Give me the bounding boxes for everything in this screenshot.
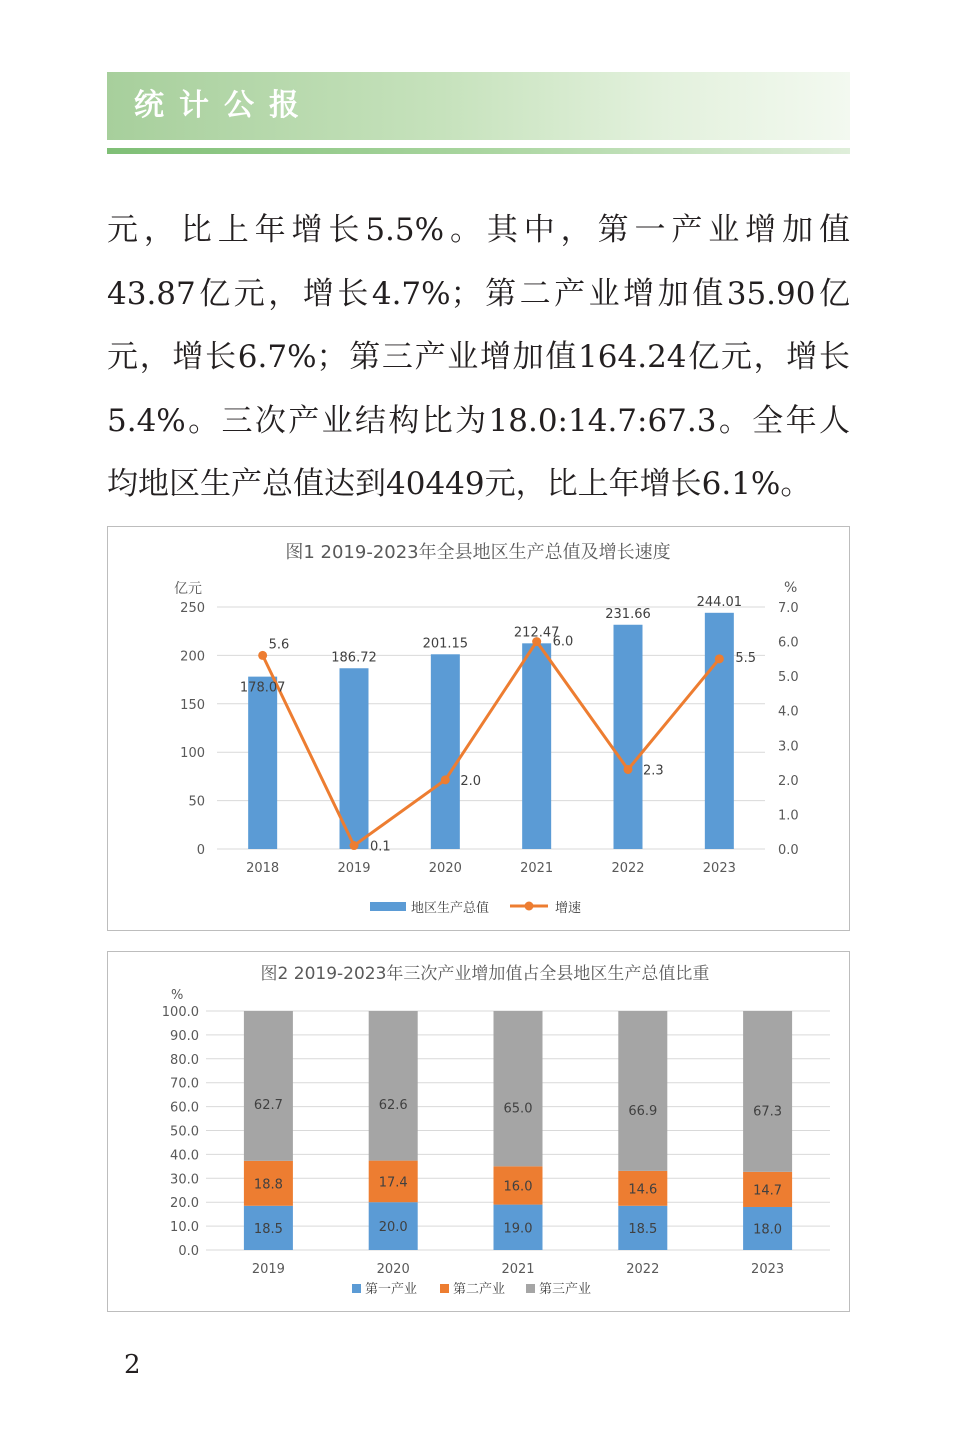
x-tick-label: 2022 (626, 1262, 660, 1277)
growth-data-label: 2.3 (643, 763, 664, 779)
body-line: 5.4%。三次产业结构比为18.0:14.7:67.3。全年人 (107, 402, 850, 439)
gdp-data-label: 178.07 (239, 680, 286, 696)
y-right-tick-label: 5.0 (778, 670, 799, 686)
y-tick-label: 100.0 (161, 1005, 199, 1020)
gdp-bar (431, 654, 460, 849)
gdp-data-label: 186.72 (331, 650, 377, 666)
body-line: 43.87亿元，增长4.7%；第二产业增加值35.90亿 (107, 275, 850, 312)
body-line: 元，增长6.7%；第三产业增加值164.24亿元，增长 (107, 339, 850, 375)
legend-label-gdp: 地区生产总值 (411, 901, 490, 916)
y-axis-label: 亿元 (174, 581, 202, 597)
x-tick-label: 2020 (376, 1262, 410, 1277)
segment-data-label: 16.0 (503, 1179, 533, 1195)
growth-data-label: 2.0 (460, 773, 482, 789)
y-tick-label: 50.0 (170, 1124, 199, 1140)
legend-label: 第三产业 (539, 1282, 592, 1297)
y-tick-label: 150 (180, 697, 205, 713)
chart-title: 图1 2019-2023年全县地区生产总值及增长速度 (285, 542, 671, 563)
gdp-data-label: 244.01 (696, 594, 743, 610)
gdp-data-label: 201.15 (422, 636, 469, 652)
y-right-tick-label: 2.0 (778, 773, 799, 789)
y-right-tick-label: 0.0 (778, 843, 799, 858)
y-tick-label: 30.0 (170, 1172, 199, 1188)
gdp-chart-svg (108, 527, 849, 930)
gdp-bar (705, 613, 734, 849)
y-tick-label: 70.0 (170, 1076, 199, 1092)
industry-share-chart-svg (108, 952, 849, 1311)
gdp-data-label: 231.66 (605, 606, 651, 622)
segment-data-label: 62.7 (253, 1097, 283, 1113)
x-tick-label: 2021 (501, 1262, 535, 1277)
segment-data-label: 14.6 (628, 1182, 658, 1198)
y-tick-label: 40.0 (170, 1148, 199, 1164)
segment-data-label: 14.7 (753, 1183, 783, 1199)
growth-line (263, 642, 720, 846)
gdp-chart (107, 526, 850, 931)
y-right-tick-label: 7.0 (778, 601, 799, 616)
y-right-axis-label: % (784, 580, 798, 596)
body-line: 均地区生产总值达到40449元，比上年增长6.1%。 (107, 466, 812, 502)
growth-point (624, 765, 633, 774)
x-tick-label: 2020 (428, 861, 462, 876)
y-tick-label: 80.0 (170, 1052, 199, 1068)
legend-marker-growth (525, 902, 534, 911)
growth-point (715, 654, 724, 663)
x-tick-label: 2018 (246, 861, 280, 876)
y-tick-label: 0 (196, 843, 205, 858)
segment-data-label: 18.0 (753, 1222, 783, 1238)
growth-point (441, 775, 450, 784)
y-tick-label: 200 (180, 649, 205, 665)
stack-segment (743, 1011, 792, 1172)
growth-point (258, 651, 267, 660)
segment-data-label: 18.5 (628, 1221, 658, 1237)
page-number: 2 (124, 1350, 141, 1380)
legend-swatch-gdp (370, 902, 406, 911)
y-tick-label: 250 (180, 601, 205, 616)
header-rule (107, 148, 850, 154)
segment-data-label: 20.0 (378, 1220, 408, 1236)
growth-point (350, 841, 359, 850)
y-tick-label: 90.0 (170, 1028, 199, 1044)
x-tick-label: 2022 (611, 861, 645, 876)
y-tick-label: 100 (180, 746, 205, 762)
stack-segment (369, 1011, 418, 1161)
y-right-tick-label: 3.0 (778, 739, 799, 755)
segment-data-label: 65.0 (503, 1101, 533, 1117)
segment-data-label: 67.3 (753, 1104, 783, 1120)
gdp-data-label: 212.47 (513, 625, 560, 641)
x-tick-label: 2019 (337, 861, 371, 876)
growth-data-label: 0.1 (370, 839, 391, 855)
y-tick-label: 50 (188, 794, 205, 810)
growth-data-label: 6.0 (552, 634, 574, 650)
segment-data-label: 19.0 (503, 1221, 533, 1237)
legend-swatch (526, 1284, 535, 1293)
stack-segment (494, 1011, 543, 1166)
segment-data-label: 66.9 (628, 1104, 658, 1120)
stack-segment (244, 1011, 293, 1161)
y-tick-label: 0.0 (178, 1244, 199, 1259)
x-tick-label: 2023 (751, 1262, 785, 1277)
segment-data-label: 18.5 (253, 1221, 283, 1237)
segment-data-label: 17.4 (378, 1175, 408, 1191)
y-tick-label: 20.0 (170, 1196, 199, 1212)
industry-share-chart (107, 951, 850, 1312)
y-axis-label: % (171, 988, 184, 1003)
body-paragraph (107, 199, 850, 517)
legend-label: 第一产业 (365, 1282, 418, 1297)
stack-segment (618, 1011, 667, 1171)
y-tick-label: 60.0 (170, 1100, 199, 1116)
gdp-bar (614, 625, 643, 849)
x-tick-label: 2021 (520, 861, 554, 876)
gdp-bar (248, 677, 277, 849)
growth-data-label: 5.6 (268, 637, 290, 653)
y-right-tick-label: 1.0 (778, 808, 799, 824)
chart-title: 图2 2019-2023年三次产业增加值占全县地区生产总值比重 (260, 964, 710, 984)
gdp-bar (522, 643, 551, 849)
segment-data-label: 18.8 (253, 1177, 283, 1193)
header-title: 统计公报 (134, 88, 314, 123)
legend-swatch (352, 1284, 361, 1293)
x-tick-label: 2023 (702, 861, 736, 876)
body-line: 元，比上年增长5.5%。其中，第一产业增加值 (107, 212, 850, 248)
growth-data-label: 5.5 (735, 650, 757, 666)
y-right-tick-label: 6.0 (778, 635, 799, 651)
y-tick-label: 10.0 (170, 1220, 199, 1236)
legend-swatch (440, 1284, 449, 1293)
segment-data-label: 62.6 (378, 1097, 408, 1113)
legend-label: 第二产业 (453, 1282, 506, 1297)
legend-label-growth: 增速 (555, 901, 582, 916)
x-tick-label: 2019 (251, 1262, 285, 1277)
y-right-tick-label: 4.0 (778, 704, 799, 720)
